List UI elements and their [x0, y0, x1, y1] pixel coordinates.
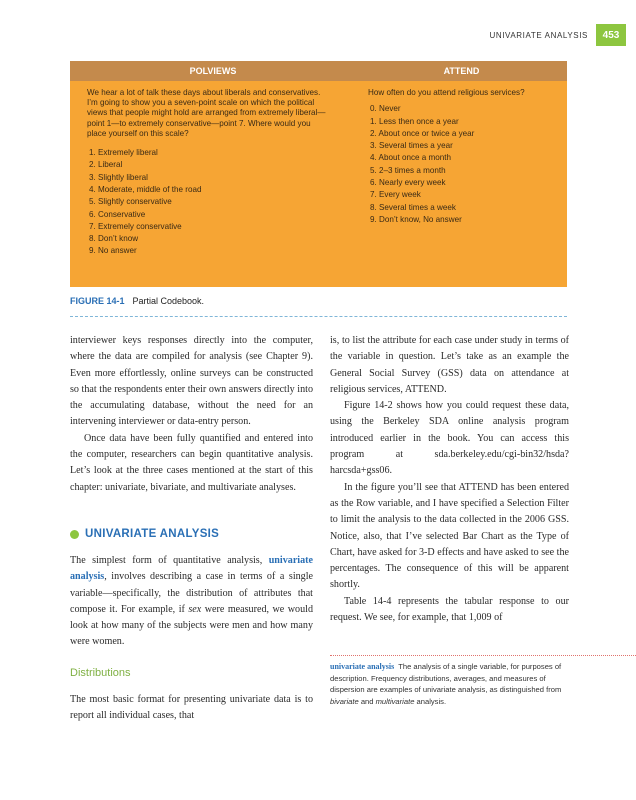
- glossary-italic: multivariate: [375, 696, 415, 706]
- attend-header: ATTEND: [443, 66, 480, 76]
- section-bullet-icon: [70, 530, 79, 539]
- paragraph: Once data have been fully quantified and entered into the computer, researchers can begin quantitative analysis. Let’s look at the three cases mentioned at the start of this chapter: univariate, bivariate, and multivariate analyses.: [70, 432, 313, 493]
- paragraph: Figure 14-2 shows how you could request these data, using the Berkeley SDA online analysis program introduced earlier in the book. You can access this program at sda.berkeley.edu/cgi-bin32/hsda?harcsda+gss06.: [330, 400, 569, 477]
- code-item: 1. Extremely liberal: [89, 148, 158, 158]
- code-item: 1. Less then once a year: [370, 116, 459, 126]
- paragraph: [70, 553, 313, 651]
- section-heading: [70, 528, 219, 540]
- attend-question: How often do you attend religious services?: [368, 88, 525, 97]
- code-item: 8. Several times a week: [370, 202, 456, 212]
- code-item: 3. Several times a year: [370, 141, 453, 151]
- section-heading-text: UNIVARIATE ANALYSIS: [85, 528, 220, 540]
- left-column-end: [70, 692, 313, 725]
- code-item: 4. About once a month: [370, 153, 451, 163]
- running-head-title: UNIVARIATE ANALYSIS: [489, 30, 588, 40]
- glossary-text: and: [358, 696, 376, 706]
- caption-divider: [70, 316, 567, 317]
- paragraph: interviewer keys responses directly into the computer, where the data are compiled for analysis (see Chapter 9). Even more effortlessly, online surveys can be constructed so that the respondents enter their own answers directly into the accumulating database, without the need for an intervening interviewer or data-entry person.: [70, 335, 313, 428]
- code-item: 5. Slightly conservative: [89, 197, 172, 207]
- code-item: 3. Slightly liberal: [89, 172, 148, 182]
- running-head: [489, 24, 626, 46]
- code-item: 8. Don’t know: [89, 234, 139, 244]
- code-item: 7. Every week: [370, 190, 421, 200]
- attend-column: [368, 88, 563, 226]
- glossary-italic: bivariate: [330, 696, 359, 706]
- code-item: 6. Nearly every week: [370, 177, 446, 187]
- text-run: , involves describing a case in terms of a single variable—specifically, the distribution of attributes that compose it. For example, if: [70, 571, 313, 615]
- code-item: 2. Liberal: [89, 160, 123, 170]
- glossary-text: The analysis of a single variable, for purposes of description. Frequency distributions, averages, and measures of dispersion are examples of univariate analysis, as distinguished from: [330, 662, 562, 694]
- polviews-code-list: [87, 147, 332, 258]
- codebook-figure: [70, 61, 567, 287]
- italic-term: sex: [188, 603, 202, 615]
- paragraph: Table 14-4 represents the tabular response to our request. We see, for example, that 1,009 of: [330, 595, 569, 624]
- page-number: 453: [596, 24, 626, 46]
- figure-caption: [70, 296, 204, 306]
- code-item: 9. No answer: [89, 246, 137, 256]
- key-term: univariate analysis: [70, 555, 313, 583]
- glossary-divider: [330, 655, 636, 656]
- left-column: [70, 333, 313, 496]
- figure-label: FIGURE 14-1: [70, 296, 125, 306]
- glossary-term: univariate analysis: [330, 662, 395, 671]
- code-item: 4. Moderate, middle of the road: [89, 184, 202, 194]
- polviews-header: POLVIEWS: [189, 66, 237, 76]
- paragraph: is, to list the attribute for each case under study in terms of the variable in question. Let’s take as an example the General Social Survey (GSS) data on attendance at religious services, ATTEND.: [330, 335, 569, 395]
- right-column: [330, 333, 569, 626]
- code-item: 6. Conservative: [89, 209, 146, 219]
- code-item: 7. Extremely conservative: [89, 221, 182, 231]
- subsection-heading: Distributions: [70, 667, 131, 679]
- code-item: 9. Don’t know, No answer: [370, 214, 462, 224]
- attend-code-list: [368, 103, 563, 226]
- figure-caption-text: Partial Codebook.: [132, 296, 205, 306]
- left-column-continued: [70, 553, 313, 651]
- code-item: 5. 2–3 times a month: [370, 165, 446, 175]
- text-run: were measured, we would look at how many of the subjects were men and how many were women.: [70, 603, 313, 648]
- paragraph: In the figure you’ll see that ATTEND has been entered as the Row variable, and I have specified a Selection Filter to limit the analysis to the data collected in the 2006 GSS. Notice, also, that I’ve selected Bar Chart as the Type of Chart, have asked for 3-D effects and have asked to see the percentages. The consequence of this will be apparent shortly.: [330, 481, 569, 591]
- polviews-question: We hear a lot of talk these days about liberals and conservatives. I’m going to show you a seven-point scale on which the political views that people might hold are arranged from extremely liberal—point 1—to extremely conservative—point 7. Where would you place yourself on this scale?: [87, 88, 326, 138]
- text-run: The simplest form of quantitative analysis,: [70, 555, 269, 566]
- code-item: 0. Never: [370, 104, 401, 114]
- glossary-text: analysis.: [414, 696, 447, 706]
- codebook-header: [70, 61, 567, 81]
- paragraph: The most basic format for presenting univariate data is to report all individual cases, that: [70, 694, 313, 722]
- code-item: 2. About once or twice a year: [370, 128, 475, 138]
- glossary-entry: [330, 661, 580, 707]
- polviews-column: [87, 88, 332, 258]
